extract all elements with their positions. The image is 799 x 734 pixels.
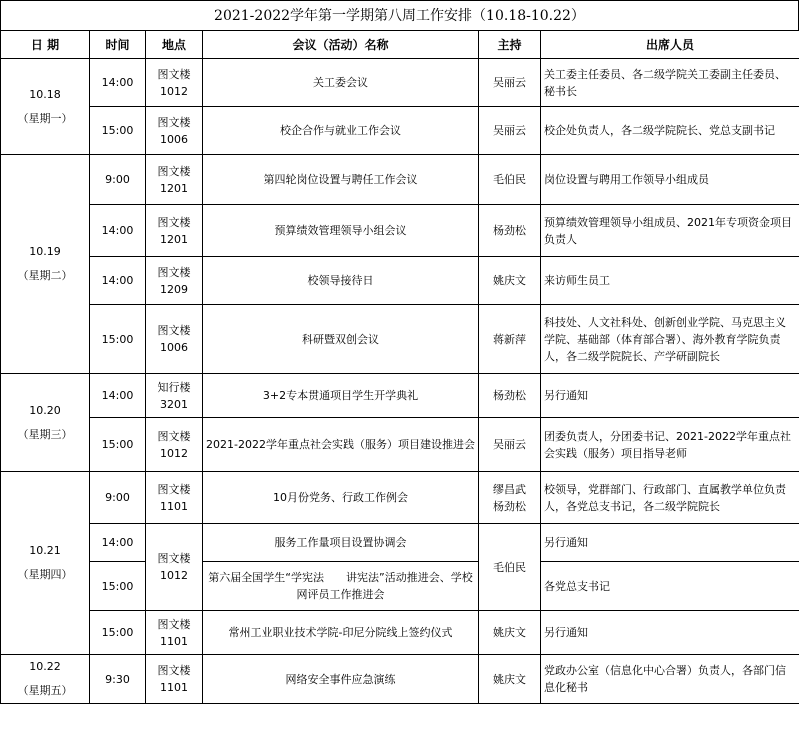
date-cell bbox=[1, 655, 90, 704]
room: 1012 bbox=[160, 446, 188, 460]
meeting-cell: 第六届全国学生“学宪法 讲宪法”活动推进会、学校网评员工作推进会 bbox=[203, 562, 479, 611]
attendees-cell: 预算绩效管理领导小组成员、2021年专项资金项目负责人 bbox=[541, 205, 799, 257]
meeting-cell: 2021-2022学年重点社会实践（服务）项目建设推进会 bbox=[203, 418, 479, 472]
table-row bbox=[1, 418, 799, 472]
meeting-cell: 预算绩效管理领导小组会议 bbox=[203, 205, 479, 257]
table-row bbox=[1, 524, 799, 562]
table-row bbox=[1, 205, 799, 257]
table-row bbox=[1, 155, 799, 205]
weekday-value: （星期一） bbox=[17, 111, 73, 125]
place-cell bbox=[146, 611, 203, 655]
header-row bbox=[1, 31, 799, 59]
time-cell: 15:00 bbox=[90, 305, 146, 374]
weekday-value: （星期三） bbox=[17, 427, 73, 441]
building: 图文楼 bbox=[157, 324, 191, 337]
meeting-cell: 校企合作与就业工作会议 bbox=[203, 107, 479, 155]
time-cell: 9:30 bbox=[90, 655, 146, 704]
attendees-cell: 校领导，党群部门、行政部门、直属教学单位负责人，各党总支书记，各二级学院院长 bbox=[541, 472, 799, 524]
header-meeting: 会议（活动）名称 bbox=[203, 31, 479, 59]
meeting-cell: 网络安全事件应急演练 bbox=[203, 655, 479, 704]
building: 图文楼 bbox=[157, 482, 191, 496]
table-row bbox=[1, 655, 799, 704]
table-row bbox=[1, 374, 799, 418]
host-cell: 毛伯民 bbox=[479, 524, 541, 611]
time-cell: 15:00 bbox=[90, 611, 146, 655]
meeting-cell: 服务工作量项目设置协调会 bbox=[203, 524, 479, 562]
schedule-table bbox=[0, 30, 799, 704]
time-cell: 14:00 bbox=[90, 374, 146, 418]
place-cell bbox=[146, 655, 203, 704]
place-cell bbox=[146, 107, 203, 155]
attendees-cell: 岗位设置与聘用工作领导小组成员 bbox=[541, 155, 799, 205]
host-name: 缪昌武 bbox=[493, 482, 526, 496]
host-cell: 姚庆文 bbox=[479, 257, 541, 305]
date-cell bbox=[1, 59, 90, 155]
meeting-cell: 第四轮岗位设置与聘任工作会议 bbox=[203, 155, 479, 205]
host-cell bbox=[479, 472, 541, 524]
date-value: 10.20 bbox=[29, 403, 61, 417]
room: 1012 bbox=[160, 84, 188, 98]
weekday-value: （星期五） bbox=[17, 684, 73, 697]
date-value: 10.22 bbox=[29, 660, 61, 673]
host-cell: 吴丽云 bbox=[479, 418, 541, 472]
date-cell bbox=[1, 472, 90, 655]
weekday-value: （星期四） bbox=[17, 568, 73, 581]
attendees-cell: 另行通知 bbox=[541, 524, 799, 562]
time-cell: 14:00 bbox=[90, 205, 146, 257]
building: 图文楼 bbox=[157, 265, 191, 279]
host-cell: 吴丽云 bbox=[479, 107, 541, 155]
room: 1006 bbox=[160, 132, 188, 146]
room: 1006 bbox=[160, 341, 188, 354]
place-cell bbox=[146, 472, 203, 524]
building: 图文楼 bbox=[157, 67, 191, 81]
building: 图文楼 bbox=[157, 429, 191, 443]
host-cell: 姚庆文 bbox=[479, 655, 541, 704]
header-time: 时间 bbox=[90, 31, 146, 59]
header-date: 日 期 bbox=[1, 31, 90, 59]
room: 1209 bbox=[160, 282, 188, 296]
room: 1101 bbox=[160, 634, 188, 648]
date-cell bbox=[1, 155, 90, 374]
time-cell: 14:00 bbox=[90, 257, 146, 305]
time-cell: 15:00 bbox=[90, 418, 146, 472]
attendees-cell: 各党总支书记 bbox=[541, 562, 799, 611]
place-cell bbox=[146, 257, 203, 305]
room: 1201 bbox=[160, 181, 188, 195]
meeting-cell: 10月份党务、行政工作例会 bbox=[203, 472, 479, 524]
attendees-cell: 校企处负责人，各二级学院院长、党总支副书记 bbox=[541, 107, 799, 155]
host-cell: 蒋新萍 bbox=[479, 305, 541, 374]
attendees-cell: 来访师生员工 bbox=[541, 257, 799, 305]
table-row bbox=[1, 472, 799, 524]
host-cell: 姚庆文 bbox=[479, 611, 541, 655]
room: 1101 bbox=[160, 499, 188, 513]
attendees-cell: 另行通知 bbox=[541, 611, 799, 655]
table-row bbox=[1, 611, 799, 655]
place-cell bbox=[146, 155, 203, 205]
place-cell bbox=[146, 305, 203, 374]
time-cell: 14:00 bbox=[90, 524, 146, 562]
table-row bbox=[1, 305, 799, 374]
meeting-cell: 3+2专本贯通项目学生开学典礼 bbox=[203, 374, 479, 418]
schedule-title: 2021-2022学年第一学期第八周工作安排（10.18-10.22） bbox=[0, 0, 799, 30]
meeting-cell: 科研暨双创会议 bbox=[203, 305, 479, 374]
room: 1012 bbox=[160, 569, 188, 582]
time-cell: 15:00 bbox=[90, 562, 146, 611]
header-host: 主持 bbox=[479, 31, 541, 59]
date-value: 10.21 bbox=[29, 544, 61, 557]
room: 1201 bbox=[160, 232, 188, 246]
room: 1101 bbox=[160, 681, 188, 694]
time-cell: 9:00 bbox=[90, 472, 146, 524]
place-cell bbox=[146, 524, 203, 611]
header-place: 地点 bbox=[146, 31, 203, 59]
time-cell: 15:00 bbox=[90, 107, 146, 155]
table-row bbox=[1, 107, 799, 155]
host-cell: 吴丽云 bbox=[479, 59, 541, 107]
header-attendees: 出席人员 bbox=[541, 31, 799, 59]
meeting-cell: 关工委会议 bbox=[203, 59, 479, 107]
time-cell: 14:00 bbox=[90, 59, 146, 107]
attendees-cell: 团委负责人，分团委书记、2021-2022学年重点社会实践（服务）项目指导老师 bbox=[541, 418, 799, 472]
place-cell bbox=[146, 374, 203, 418]
host-cell: 杨劲松 bbox=[479, 374, 541, 418]
time-cell: 9:00 bbox=[90, 155, 146, 205]
date-value: 10.18 bbox=[29, 87, 61, 101]
building: 知行楼 bbox=[157, 380, 191, 394]
weekday-value: （星期二） bbox=[17, 269, 73, 282]
attendees-cell: 科技处、人文社科处、创新创业学院、马克思主义学院、基础部（体育部合署）、海外教育学院负责人，各二级学院院长、产学研副院长 bbox=[541, 305, 799, 374]
date-value: 10.19 bbox=[29, 245, 61, 258]
place-cell bbox=[146, 59, 203, 107]
table-row bbox=[1, 257, 799, 305]
building: 图文楼 bbox=[157, 617, 191, 631]
building: 图文楼 bbox=[157, 664, 191, 677]
building: 图文楼 bbox=[157, 164, 191, 178]
building: 图文楼 bbox=[157, 215, 191, 229]
host-cell: 毛伯民 bbox=[479, 155, 541, 205]
attendees-cell: 另行通知 bbox=[541, 374, 799, 418]
attendees-cell: 党政办公室（信息化中心合署）负责人，各部门信息化秘书 bbox=[541, 655, 799, 704]
attendees-cell: 关工委主任委员、各二级学院关工委副主任委员、秘书长 bbox=[541, 59, 799, 107]
place-cell bbox=[146, 418, 203, 472]
date-cell bbox=[1, 374, 90, 472]
room: 3201 bbox=[160, 397, 188, 411]
building: 图文楼 bbox=[157, 552, 191, 565]
meeting-cell: 常州工业职业技术学院-印尼分院线上签约仪式 bbox=[203, 611, 479, 655]
host-cell: 杨劲松 bbox=[479, 205, 541, 257]
meeting-cell: 校领导接待日 bbox=[203, 257, 479, 305]
table-row bbox=[1, 59, 799, 107]
host-name: 杨劲松 bbox=[493, 499, 526, 513]
place-cell bbox=[146, 205, 203, 257]
building: 图文楼 bbox=[157, 115, 191, 129]
table-row bbox=[1, 562, 799, 611]
